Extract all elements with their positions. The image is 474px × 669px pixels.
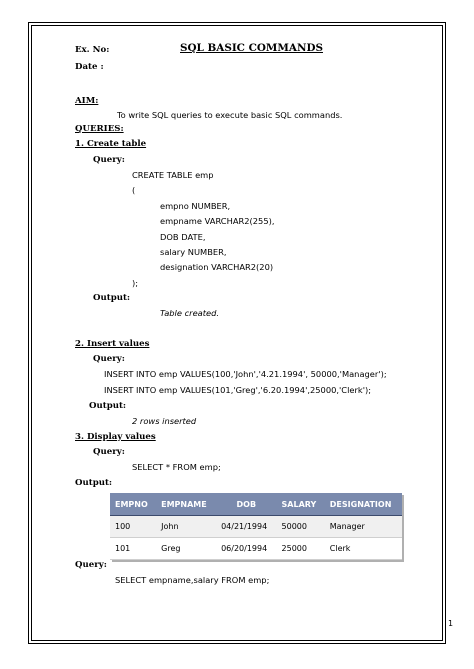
create-line-5: salary NUMBER, [160, 247, 227, 257]
create-table-heading: 1. Create table [75, 139, 147, 149]
create-line-0: CREATE TABLE emp [132, 170, 214, 180]
exno-label: Ex. No: [75, 45, 110, 55]
date-label: Date : [75, 62, 104, 72]
table-row [110, 538, 402, 560]
insert-output-label: Output: [89, 401, 127, 411]
insert-line-0: INSERT INTO emp VALUES(100,'John','4.21.1994', 50000,'Manager'); [104, 369, 387, 379]
cell-designation: Clerk [325, 538, 402, 560]
aim-heading: AIM: [75, 96, 99, 106]
create-line-3: empname VARCHAR2(255), [160, 216, 275, 226]
create-line-2: empno NUMBER, [160, 201, 231, 211]
display-query: SELECT * FROM emp; [132, 462, 221, 472]
cell-dob: 04/21/1994 [216, 516, 276, 538]
col-header-empname: EMPNAME [156, 493, 216, 516]
insert-line-1: INSERT INTO emp VALUES(101,'Greg','6.20.1994',25000,'Clerk'); [104, 385, 372, 395]
display-query2-label: Query: [75, 560, 107, 570]
display-output-label: Output: [75, 478, 113, 488]
table-row [110, 516, 402, 538]
create-line-1: ( [132, 185, 136, 195]
insert-output: 2 rows inserted [132, 416, 197, 426]
create-line-6: designation VARCHAR2(20) [160, 262, 274, 272]
table-header-row [110, 493, 402, 516]
insert-values-heading: 2. Insert values [75, 339, 150, 349]
create-line-7: ); [132, 278, 139, 288]
emp-table [110, 493, 402, 560]
display-values-heading: 3. Display values [75, 432, 156, 442]
cell-dob: 06/20/1994 [216, 538, 276, 560]
create-output: Table created. [160, 308, 220, 318]
display-query-label: Query: [93, 447, 125, 457]
display-query2: SELECT empname,salary FROM emp; [115, 575, 270, 585]
create-query-label: Query: [93, 155, 125, 165]
page-title: SQL BASIC COMMANDS [180, 42, 323, 54]
create-output-label: Output: [93, 293, 131, 303]
aim-text: To write SQL queries to execute basic SQL commands. [117, 110, 343, 120]
queries-heading: QUERIES: [75, 124, 124, 134]
col-header-dob: DOB [216, 493, 276, 516]
cell-empname: John [156, 516, 216, 538]
cell-empname: Greg [156, 538, 216, 560]
page-number: 1 [448, 619, 454, 628]
create-line-4: DOB DATE, [160, 232, 206, 242]
cell-designation: Manager [325, 516, 402, 538]
cell-empno: 101 [110, 538, 156, 560]
cell-empno: 100 [110, 516, 156, 538]
cell-salary: 25000 [277, 538, 325, 560]
col-header-empno: EMPNO [110, 493, 156, 516]
col-header-salary: SALARY [277, 493, 325, 516]
cell-salary: 50000 [277, 516, 325, 538]
insert-query-label: Query: [93, 354, 125, 364]
col-header-designation: DESIGNATION [325, 493, 402, 516]
